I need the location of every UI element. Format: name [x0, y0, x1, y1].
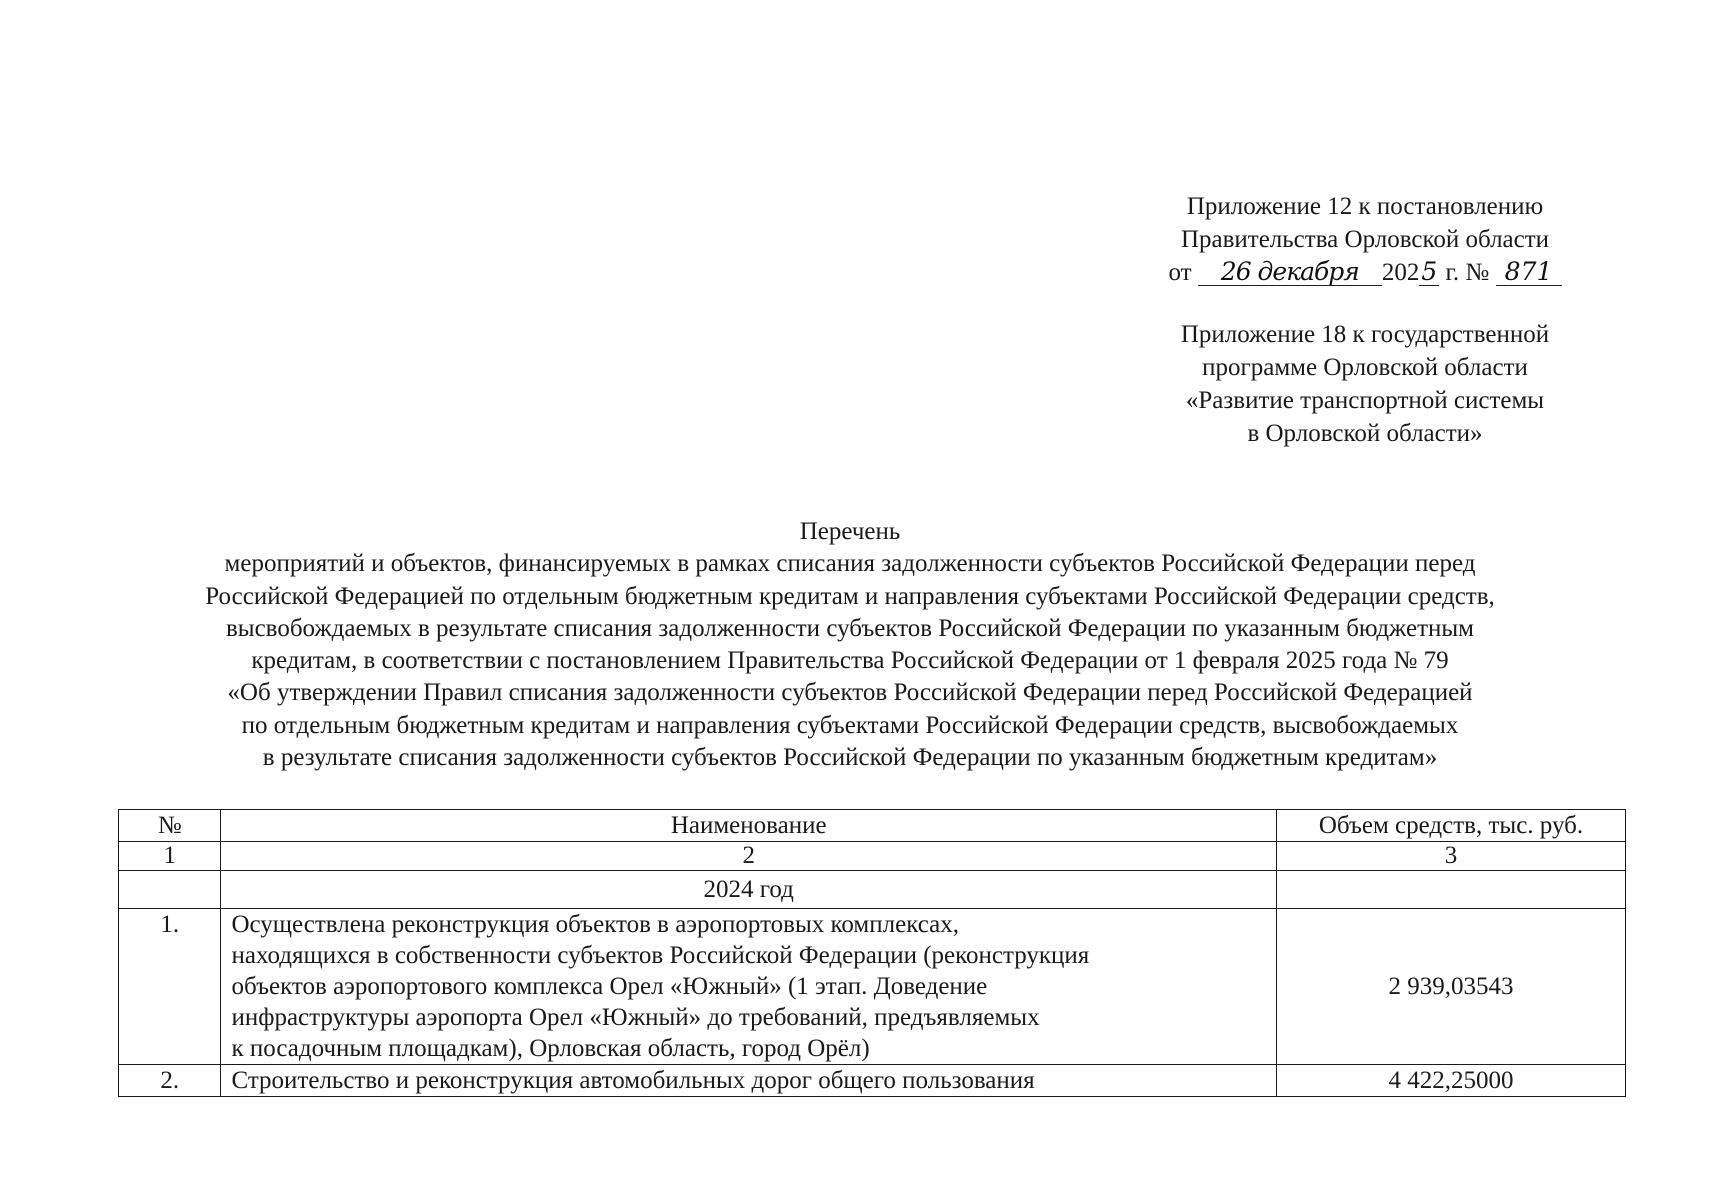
header-volume: Объем средств, тыс. руб. — [1276, 810, 1625, 842]
column-index-row — [119, 842, 1626, 871]
handwritten-number: 871 — [1496, 259, 1562, 286]
row-volume: 4 422,25000 — [1276, 1065, 1625, 1097]
year-label: 2024 год — [221, 871, 1276, 909]
heading-line: кредитам, в соответствии с постановлением Правительства Российской Федерации от 1 февраля 2025 года № 79 — [251, 647, 1449, 675]
appendix-18-line: «Развитие транспортной системы — [1185, 387, 1545, 414]
year-prefix: 202 — [1381, 259, 1420, 286]
handwritten-year-digit: 5 — [1421, 257, 1438, 286]
column-index: 1 — [119, 842, 221, 871]
table-row — [119, 1065, 1626, 1097]
year-row — [119, 871, 1626, 909]
year-suffix-number-label: г. № — [1445, 259, 1490, 286]
from-label: от — [1168, 259, 1192, 286]
table-row — [119, 909, 1626, 1065]
row-number: 1. — [119, 909, 221, 1065]
heading-line: по отдельным бюджетным кредитам и направления субъектами Российской Федерации средств, высвобождаемых — [241, 711, 1459, 739]
appendix-18-block — [1130, 318, 1600, 450]
year-row-empty-cell — [1276, 871, 1625, 909]
appendix-12-block — [1130, 190, 1600, 289]
row-name-line: инфраструктуры аэропорта Орел «Южный» до требований, предъявляемых — [231, 1004, 1040, 1031]
year-row-empty-cell — [119, 871, 221, 909]
appendix-18-line: в Орловской области» — [1247, 420, 1483, 447]
row-name-line: находящихся в собственности субъектов Российской Федерации (реконструкция — [231, 942, 1090, 969]
row-volume: 2 939,03543 — [1276, 909, 1625, 1065]
heading-title: Перечень — [799, 518, 901, 545]
document-heading — [100, 516, 1600, 774]
header-number: № — [119, 810, 221, 842]
row-number: 2. — [119, 1065, 221, 1097]
row-name — [221, 1065, 1276, 1097]
row-name — [221, 909, 1276, 1065]
row-name-line: объектов аэропортового комплекса Орел «Южный» (1 этап. Доведение — [231, 973, 988, 1000]
heading-line: «Об утверждении Правил списания задолженности субъектов Российской Федерации перед Российской Федерацией — [227, 679, 1473, 707]
measures-table — [118, 809, 1626, 1097]
appendix-12-date-line — [1130, 256, 1600, 289]
heading-line: высвобождаемых в результате списания задолженности субъектов Российской Федерации по указанным бюджетным — [225, 614, 1475, 642]
handwritten-date: 26 декабря — [1198, 259, 1382, 286]
row-name-line: Осуществлена реконструкция объектов в аэропортовых комплексах, — [231, 911, 959, 938]
heading-line: Российской Федерацией по отдельным бюджетным кредитам и направления субъектами Российской Федерации средств, — [205, 582, 1495, 610]
header-name: Наименование — [221, 810, 1276, 842]
appendix-12-line2: Правительства Орловской области — [1180, 226, 1550, 253]
heading-line: мероприятий и объектов, финансируемых в рамках списания задолженности субъектов Российской Федерации перед — [224, 550, 1476, 578]
appendix-12-line1: Приложение 12 к постановлению — [1186, 193, 1544, 220]
row-name-line: Строительство и реконструкция автомобильных дорог общего пользования — [231, 1067, 1035, 1094]
table-header-row — [119, 810, 1626, 842]
appendix-18-line: программе Орловской области — [1202, 354, 1528, 381]
heading-line: в результате списания задолженности субъектов Российской Федерации по указанным бюджетным кредитам» — [262, 744, 1438, 772]
column-index: 3 — [1276, 842, 1625, 871]
appendix-18-line: Приложение 18 к государственной — [1180, 321, 1550, 348]
column-index: 2 — [221, 842, 1276, 871]
row-name-line: к посадочным площадкам), Орловская область, город Орёл) — [231, 1035, 870, 1062]
